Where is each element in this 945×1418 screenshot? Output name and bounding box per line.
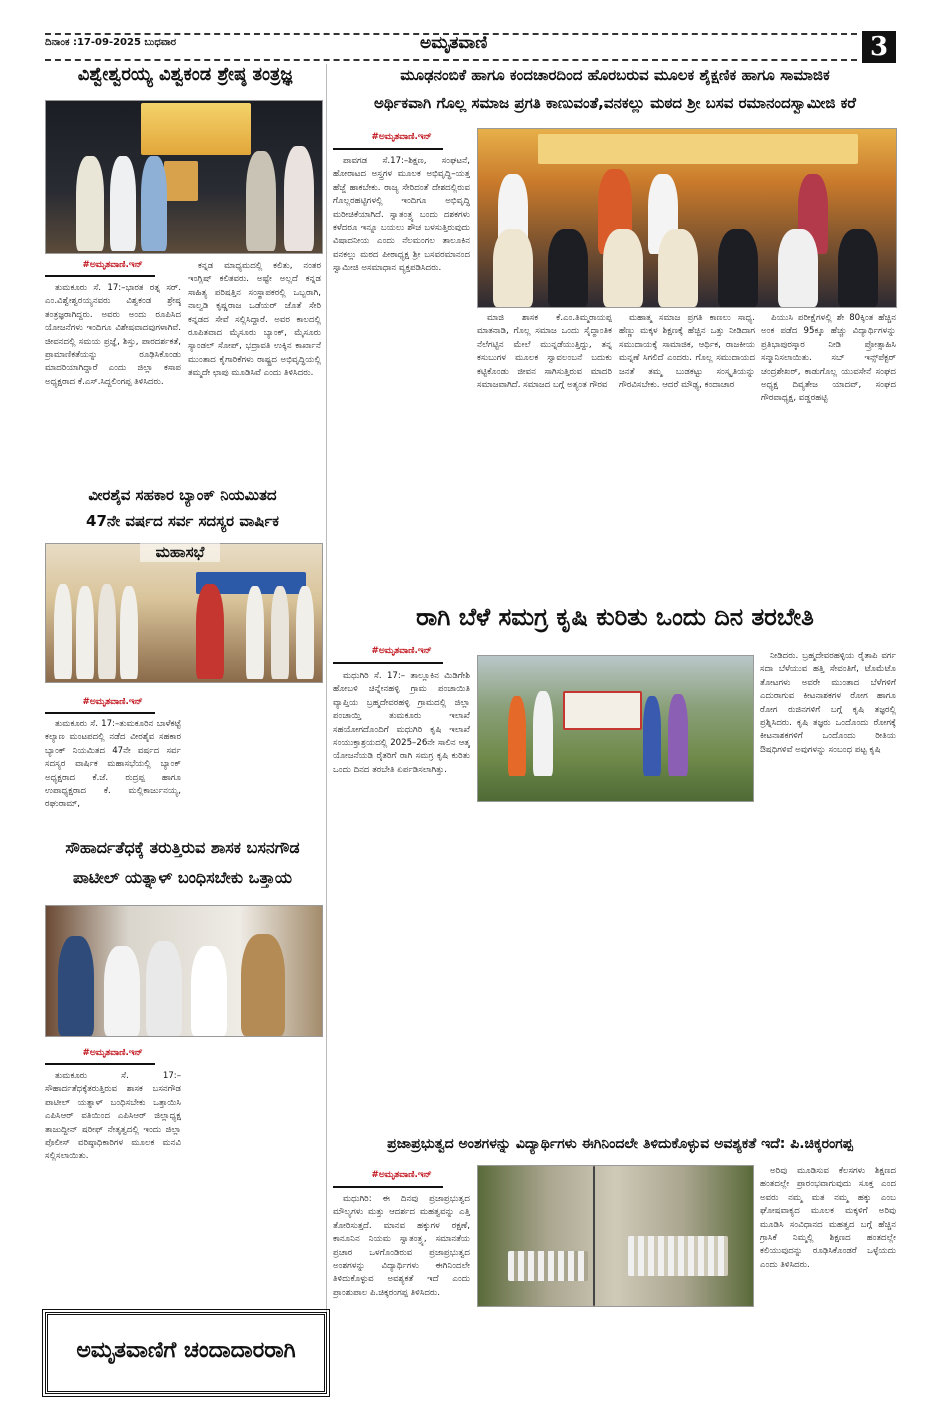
article-text-golla-col1: ಪಾವಗಡ ಸೆ.17:–ಶಿಕ್ಷಣ, ಸಂಘಟನೆ, ಹೋರಾಟದ ಅಸ್ತ್ರಗಳ ಮೂಲಕ ಅಭಿವೃದ್ಧಿ–ಯತ್ತ ಹೆಜ್ಜೆ ಹಾಕಬೇಕು. ರಾಜ್ಯ ಸೇರಿದಂತೆ ದೇಶದಲ್ಲಿರುವ ಗೊಲ್ಲರಹಟ್ಟಿಗಳಲ್ಲಿ ಇಂದಿಗೂ ಅಭಿವೃದ್ಧಿ ಮರೀಚಿಕೆಯಾಗಿದೆ. ಸ್ವಾತಂತ್ರ್ಯ ಬಂದು ದಶಕಗಳು ಕಳೆದರೂ ಇನ್ನೂ ಬಯಲು ಶೌಚ ಬಳಸುತ್ತಿರುವುದು ವಿಷಾದನೀಯ ಎಂದು ನೆಲಮಂಗಲ ತಾಲೂಕಿನ ವನಕಲ್ಲು ಮಠದ ಪೀಠಾಧ್ಯಕ್ಷ ಶ್ರೀ ಬಸವರಮಾನಂದ ಸ್ವಾಮೀಜಿ ಅಸಮಾಧಾನ ವ್ಯಕ್ತಪಡಿಸಿದರು.	[333, 156, 470, 274]
photo-visvesvaraya-event	[45, 100, 323, 254]
page-number: 3	[862, 31, 896, 63]
article-text-yatnal-col1: ತುಮಕೂರು ಸೆ. 17:– ಸೌಹಾರ್ದತೆಧಕ್ಕೆತರುತ್ತಿರುವ ಶಾಸಕ ಬಸನಗೌಡ ಪಾಟೀಲ್ ಯತ್ನಾಳ್ ಬಂಧಿಸಬೇಕು ಒತ್ತಾಯಿಸಿ ಎಪಿಸಿಆರ್ ವತಿಯಿಂದ ಎಪಿಸಿಆರ್ ಜಿಲ್ಲಾಧ್ಯಕ್ಷ ತಾಜುದ್ದೀನ್ ಷರೀಫ್ ನೇತೃತ್ವದಲ್ಲಿ ಇಂದು ಜಿಲ್ಲಾ ಪೊಲೀಸ್ ವರಿಷ್ಠಾಧಿಕಾರಿಗಳ ಮೂಲಕ ಮನವಿ ಸಲ್ಲಿಸಲಾಯಿತು.	[45, 1071, 181, 1162]
headline-yatnal-line1: ಸೌಹಾರ್ದತೆಧಕ್ಕೆ ತರುತ್ತಿರುವ ಶಾಸಕ ಬಸನಗೌಡ	[65, 838, 300, 857]
photo-golla-felicitation	[477, 128, 897, 308]
headline-golla-line1: ಮೂಢನಂಬಿಕೆ ಹಾಗೂ ಕಂದಚಾರದಿಂದ ಹೊರಬರುವ ಮೂಲಕ ಶೈಕ್ಷಣಿಕ ಹಾಗೂ ಸಾಮಾಜಿಕ	[400, 66, 830, 84]
article-text-ragi-col2	[477, 805, 612, 1125]
headline-yatnal-line2: ಪಾಟೀಲ್ ಯತ್ನಾಳ್ ಬಂಧಿಸಬೇಕು ಒತ್ತಾಯ	[72, 868, 293, 887]
tag-rule	[333, 1186, 443, 1188]
subscribe-box[interactable]	[45, 1312, 327, 1394]
photo-bank-agm	[45, 543, 323, 683]
article-text-ragi-col4: ನೀಡಿದರು. ಬ್ರಹ್ಮದೇವರಹಳ್ಳಿಯ ರೈತಾಪಿ ವರ್ಗ ಸದಾ ಬೆಳೆಯುವ ಹತ್ತಿ ಸೇವಂತಿಗೆ, ಟೊಮೆಟೊ ತೋಟಗಳು ಅವರೇ ಮುಂತಾದ ಬೆಳೆಗಳಿಗೆ ಎದುರಾಗುವ ಕೀಟನಾಶಕಗಳ ರೋಗ ಹಾಗೂ ರೋಗ ರುಜಿನಗಳಿಗೆ ಬಗ್ಗೆ ಕೃಷಿ ತಜ್ಞರಲ್ಲಿ ಪ್ರಶ್ನಿಸಿದರು. ಕೃಷಿ ತಜ್ಞರು ಒಂದೊಂದು ರೋಗಕ್ಕೆ ಕೀಟನಾಶಕಗಳಿಗೆ ಒಂದೊಂದು ರೀತಿಯ ಔಷಧಿಗಳಿವೆ ಅವುಗಳನ್ನು ಸಂಬಂಧ ಪಟ್ಟ ಕೃಷಿ	[760, 651, 896, 755]
tag-rule	[45, 1063, 155, 1065]
photo-school-assembly	[477, 1165, 754, 1307]
article-text-ragi-col1: ಮಧುಗಿರಿ ಸೆ. 17:– ತಾಲ್ಲೂಕಿನ ಮಿಡಿಗೇಶಿ ಹೋಬಳಿ ಚಿನ್ನೇನಹಳ್ಳಿ ಗ್ರಾಮ ಪಂಚಾಯಿತಿ ವ್ಯಾಪ್ತಿಯ ಬ್ರಹ್ಮದೇವರಹಳ್ಳಿ ಗ್ರಾಮದಲ್ಲಿ ಜಿಲ್ಲಾ ಪಂಚಾಯ್ತಿ ತುಮಕೂರು ಇಲಾಖೆ ಸಹಯೋಗದೊಂದಿಗೆ ಮಧುಗಿರಿ ಕೃಷಿ ಇಲಾಖೆ ಸಂಯುಕ್ತಾಶ್ರಯದಲ್ಲಿ 2025–26ನೇ ಸಾಲಿನ ಆತ್ಮ ಯೋಜನೆಯಡಿ ರೈತರಿಗೆ ರಾಗಿ ಸಮಗ್ರ ಕೃಷಿ ಕುರಿತು ಒಂದು ದಿನದ ತರಬೇತಿ ಏರ್ಪಡಿಸಲಾಗಿತ್ತು.	[333, 671, 470, 775]
article-tag: #ಅಮೃತವಾಣಿ.ಇನ್	[82, 1048, 143, 1058]
headline-golla-line2: ಅರ್ಥಿಕವಾಗಿ ಗೊಲ್ಲ ಸಮಾಜ ಪ್ರಗತಿ ಕಾಣುವಂತೆ,ವನಕಲ್ಲು ಮಠದ ಶ್ರೀ ಬಸವ ರಮಾನಂದಸ್ವಾಮೀಜಿ ಕರೆ	[374, 94, 856, 112]
article-text-democracy-col2	[477, 1310, 612, 1392]
article-text-visvesvaraya-col2: ಕನ್ನಡ ಮಾಧ್ಯಮದಲ್ಲಿ ಕಲಿತು, ನಂತರ ಇಂಗ್ಲಿಷ್ ಕಲಿತವರು. ಅಷ್ಟೇ ಅಲ್ಲದೆ ಕನ್ನಡ ಸಾಹಿತ್ಯ ಪರಿಷತ್ತಿನ ಸಂಸ್ಥಾಪಕರಲ್ಲಿ ಒಬ್ಬರಾಗಿ, ನಾಲ್ವಡಿ ಕೃಷ್ಣರಾಜ ಒಡೆಯರ್ ಜೊತೆ ಸೇರಿ ಕನ್ನಡದ ಸೇವೆ ಸಲ್ಲಿಸಿದ್ದಾರೆ. ಅವರ ಕಾಲದಲ್ಲಿ ರೂಪಿತವಾದ ಮೈಸೂರು ಬ್ಯಾಂಕ್, ಮೈಸೂರು ಸ್ಯಾಂಡಲ್ ಸೋಪ್, ಭದ್ರಾವತಿ ಉಕ್ಕಿನ ಕಾರ್ಖಾನೆ ಮುಂತಾದ ಕೈಗಾರಿಕೆಗಳು ರಾಷ್ಟ್ರದ ಅಭಿವೃದ್ಧಿಯಲ್ಲಿ ತಮ್ಮದೇ ಛಾಪು ಮೂಡಿಸಿವೆ ಎಂದು ತಿಳಿಸಿದರು.	[188, 261, 321, 379]
headline-ragi: ರಾಗಿ ಬೆಳೆ ಸಮಗ್ರ ಕೃಷಿ ಕುರಿತು ಒಂದು ದಿನ ತರಬೇತಿ	[416, 603, 814, 631]
headline-bank-line2: 47ನೇ ವರ್ಷದ ಸರ್ವ ಸದಸ್ಯರ ವಾರ್ಷಿಕ	[86, 512, 279, 530]
headline-visvesvaraya: ವಿಶ್ವೇಶ್ವರಯ್ಯ ವಿಶ್ವಕಂಡ ಶ್ರೇಷ್ಠ ತಂತ್ರಜ್ಞ	[77, 64, 293, 85]
article-tag: #ಅಮೃತವಾಣಿ.ಇನ್	[82, 697, 143, 707]
article-text-democracy-col1: ಮಧುಗಿರಿ: ಈ ದಿನವು ಪ್ರಜಾಪ್ರಭುತ್ವದ ಮೌಲ್ಯಗಳು ಮತ್ತು ಆದರ್ಶದ ಮಹತ್ವವನ್ನು ಎತ್ತಿ ತೋರಿಸುತ್ತದೆ. ಮಾನವ ಹಕ್ಕುಗಳ ರಕ್ಷಣೆ, ಕಾನೂನಿನ ನಿಯಮ ಸ್ವಾತಂತ್ರ್ಯ, ಸಮಾನತೆಯ ಪ್ರಚಾರ ಒಳಗೊಂಡಿರುವ ಪ್ರಜಾಪ್ರಭುತ್ವದ ಅಂಶಗಳನ್ನು ವಿದ್ಯಾರ್ಥಿಗಳು ಈಗಿನಿಂದಲೇ ತಿಳಿದುಕೊಳ್ಳುವ ಅವಶ್ಯಕತೆ ಇದೆ ಎಂದು ಪ್ರಾಂಶುಪಾಲ ಪಿ.ಚಿಕ್ಕರಂಗಪ್ಪ ತಿಳಿಸಿದರು.	[333, 1194, 470, 1298]
article-text-visvesvaraya-col1: ತುಮಕೂರು ಸೆ. 17:–ಭಾರತ ರತ್ನ ಸರ್. ಎಂ.ವಿಶ್ವೇಶ್ವರಯ್ಯನವರು ವಿಶ್ವಕಂಡ ಶ್ರೇಷ್ಠ ತಂತ್ರಜ್ಞರಾಗಿದ್ದರು. ಅವರು ಅಂದು ರೂಪಿಸಿದ ಯೋಜನೆಗಳು ಇಂದಿಗೂ ವಿಶೇಷವಾದವುಗಳಾಗಿವೆ. ಜೀವನದಲ್ಲಿ ಸಮಯ ಪ್ರಜ್ಞೆ, ಶಿಸ್ತು, ಪಾರದರ್ಶಕತೆ, ಪ್ರಾಮಾಣಿಕತೆಯನ್ನು ರೂಢಿಸಿಕೊಂಡು ಮಾದರಿಯಾಗಿದ್ದಾರೆ ಎಂದು ಜಿಲ್ಲಾ ಕಸಾಪ ಅಧ್ಯಕ್ಷರಾದ ಕೆ.ಎಸ್.ಸಿದ್ದಲಿಂಗಪ್ಪ ತಿಳಿಸಿದರು.	[45, 283, 181, 387]
headline-democracy: ಪ್ರಜಾಪ್ರಭುತ್ವದ ಅಂಶಗಳನ್ನು ವಿದ್ಯಾರ್ಥಿಗಳು ಈಗಿನಿಂದಲೇ ತಿಳಿದುಕೊಳ್ಳುವ ಅವಶ್ಯಕತೆ ಇದೆ: ಪಿ.ಚಿಕ್ಕರಂಗಪ್ಪ	[387, 1136, 853, 1152]
subscribe-text: ಅಮೃತವಾಣಿಗೆ ಚಂದಾದಾರರಾಗಿ	[76, 1338, 296, 1363]
article-text-golla-col2: ಮಾಜಿ ಶಾಸಕ ಕೆ.ಎಂ.ತಿಮ್ಮರಾಯಪ್ಪ ಮಾತನಾಡಿ, ಗೊಲ್ಲ ಸಮಾಜ ಒಂದು ಸೈದ್ಧಾಂತಿಕ ನೆಲೆಗಟ್ಟಿನ ಮೇಲೆ ಮುನ್ನಡೆಯುತ್ತಿದ್ದು, ತನ್ನ ಕಸುಬುಗಳ ಮೂಲಕ ಸ್ವಾವಲಂಬನೆ ಬದುಕು ಕಟ್ಟಿಕೊಂಡು ಜೀವನ ಸಾಗಿಸುತ್ತಿರುವ ಮಾದರಿ ಸಮಾಜವಾಗಿದೆ. ಸಮಾಜದ ಬಗ್ಗೆ ಅತ್ಯಂತ ಗೌರವ	[477, 313, 612, 391]
photo-ragi-training	[477, 655, 754, 802]
issue-date: ದಿನಾಂಕ :17-09-2025 ಬುಧವಾರ	[45, 37, 177, 48]
article-text-ragi-col3	[619, 805, 753, 1125]
tag-rule	[333, 662, 443, 664]
header-rule-bottom	[45, 59, 857, 61]
tag-rule	[45, 712, 155, 714]
article-text-golla-col3: ಮಹಾತ್ಮ ಸಮಾಜ ಪ್ರಗತಿ ಕಾಣಲು ಸಾಧ್ಯ. ಹೆಣ್ಣು ಮಕ್ಕಳ ಶಿಕ್ಷಣಕ್ಕೆ ಹೆಚ್ಚಿನ ಒತ್ತು ನೀಡಿದಾಗ ಸಮುದಾಯಕ್ಕೆ ಸಾಮಾಜಿಕ, ಆರ್ಥಿಕ, ರಾಜಕೀಯ ಮನ್ನಣೆ ಸಿಗಲಿದೆ ಎಂದರು. ಗೊಲ್ಲ ಸಮುದಾಯದ ಜನತೆ ತಮ್ಮ ಬುಡಕಟ್ಟು ಸಂಸ್ಕೃತಿಯನ್ನು ಗೌರವಿಸಬೇಕು. ಆದರೆ ಮೌಢ್ಯ, ಕಂದಾಚಾರ	[619, 313, 755, 391]
article-text-democracy-col3	[619, 1310, 753, 1392]
tag-rule	[333, 148, 443, 150]
article-text-democracy-col4: ಅರಿವು ಮೂಡಿಸುವ ಕೆಲಸಗಳು ಶಿಕ್ಷಣದ ಹಂತದಲ್ಲೇ ಪ್ರಾರಂಭವಾಗುವುದು ಸೂಕ್ತ ಎಂದ ಅವರು ನಮ್ಮ ಮತ ನಮ್ಮ ಹಕ್ಕು ಎಂಬ ಘೋಷವಾಕ್ಯದ ಮೂಲಕ ಮಕ್ಕಳಿಗೆ ಅರಿವು ಮೂಡಿಸಿ ಸಂವಿಧಾನದ ಮಹತ್ವದ ಬಗ್ಗೆ ಹೆಚ್ಚಿನ ಗ್ರಾಸಿಕೆ ನಿಮ್ಮಲ್ಲಿ ಶಿಕ್ಷಣದ ಹಂತದಲ್ಲೇ ಕಲಿಯುವುದನ್ನು ರೂಢಿಸಿಕೊಂಡರೆ ಒಳ್ಳೆಯದು ಎಂದು ತಿಳಿಸಿದರು.	[760, 1166, 896, 1270]
article-tag: #ಅಮೃತವಾಣಿ.ಇನ್	[371, 646, 432, 656]
headline-bank-line3: ಮಹಾಸಭೆ	[140, 543, 220, 562]
article-tag: #ಅಮೃತವಾಣಿ.ಇನ್	[82, 260, 143, 270]
headline-bank-line1: ವೀರಶೈವ ಸಹಕಾರ ಬ್ಯಾಂಕ್ ನಿಯಮಿತದ	[88, 486, 277, 504]
photo-memorandum-submission	[45, 905, 323, 1037]
article-tag: #ಅಮೃತವಾಣಿ.ಇನ್	[371, 1170, 432, 1180]
article-text-bank-col1: ತುಮಕೂರು ಸೆ. 17:–ತುಮಕೂರಿನ ಬಾಳೆಕಟ್ಟೆ ಕಲ್ಯಾಣ ಮಂಟಪದಲ್ಲಿ ನಡೆದ ವೀರಶೈವ ಸಹಕಾರ ಬ್ಯಾಂಕ್ ನಿಯಮಿತದ 47ನೇ ವರ್ಷದ ಸರ್ವ ಸದಸ್ಯರ ವಾರ್ಷಿಕ ಮಹಾಸಭೆಯಲ್ಲಿ ಬ್ಯಾಂಕ್ ಅಧ್ಯಕ್ಷರಾದ ಕೆ.ಜೆ. ರುದ್ರಪ್ಪ ಹಾಗೂ ಉಪಾಧ್ಯಕ್ಷರಾದ ಕೆ. ಮಲ್ಲಿಕಾರ್ಜುನಯ್ಯ, ರಘುರಾಮ್,	[45, 719, 181, 810]
masthead: ಅಮೃತವಾಣಿ	[420, 33, 488, 53]
article-tag: #ಅಮೃತವಾಣಿ.ಇನ್	[371, 132, 432, 142]
tag-rule	[45, 275, 155, 277]
article-text-golla-col4: ಪಿಯುಸಿ ಪರೀಕ್ಷೆಗಳಲ್ಲಿ ಶೇ 80ಕ್ಕಿಂತ ಹೆಚ್ಚಿನ ಅಂಕ ಪಡೆದ 95ಕ್ಕೂ ಹೆಚ್ಚು ವಿದ್ಯಾರ್ಥಿಗಳನ್ನು ಪ್ರತಿಭಾಪುರಸ್ಕಾರ ನೀಡಿ ಪ್ರೋತ್ಸಾಹಿಸಿ ಸನ್ಮಾನಿಸಲಾಯಿತು. ಸಬ್ ಇನ್ಸ್‌ಪೆಕ್ಟರ್ ಚಂದ್ರಶೇಖರ್, ಕಾಡುಗೊಲ್ಲ ಯುವಸೇನೆ ಸಂಘದ ಅಧ್ಯಕ್ಷ ದಿವ್ಯತೇಜ ಯಾದವ್, ಸಂಘದ ಗೌರವಾಧ್ಯಕ್ಷ, ವಡ್ಡರಹಟ್ಟಿ	[761, 313, 896, 404]
column-divider	[326, 64, 327, 1394]
